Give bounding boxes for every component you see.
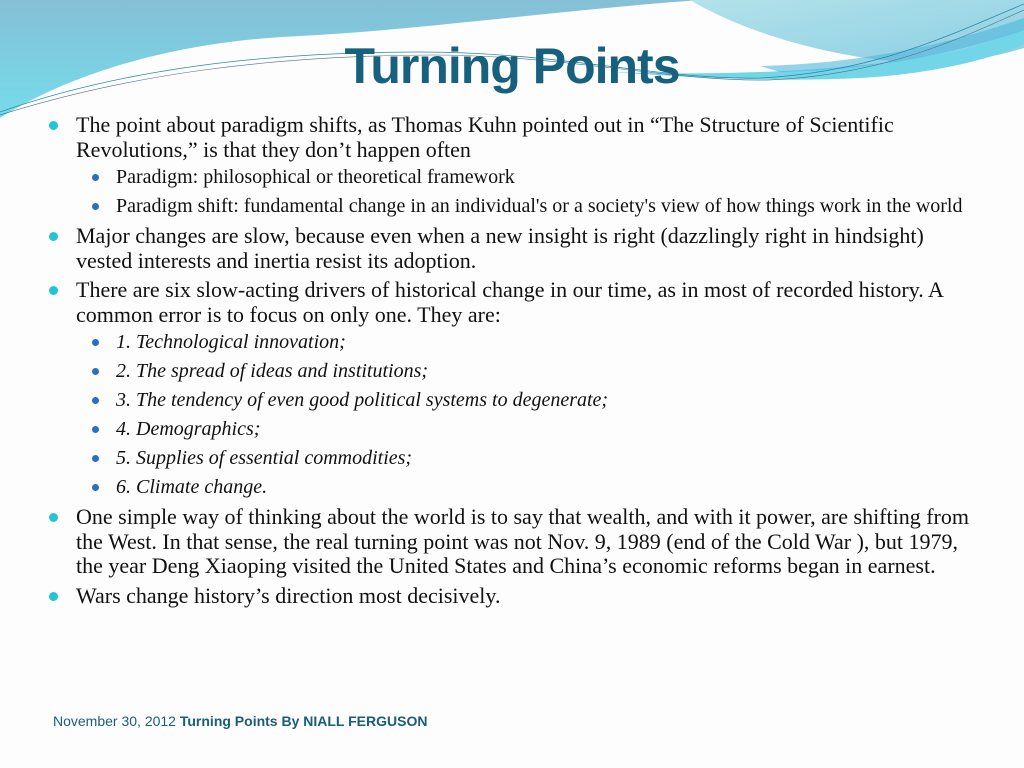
bullet-dot-icon [49, 513, 58, 522]
bullet-list [48, 113, 983, 608]
driver-item [76, 447, 983, 470]
driver-text: 4. Demographics; [116, 418, 261, 440]
slide-title: Turning Points [344, 38, 680, 94]
driver-text: 2. The spread of ideas and institutions; [116, 360, 429, 382]
sub-bullet-item [76, 195, 983, 218]
slide-footer [53, 713, 427, 729]
bullet-text: Major changes are slow, because even when a new insight is right (dazzlingly right in hindsight) vested interests and inertia resist its adoption. [76, 223, 924, 273]
footer-title: Turning Points By NIALL FERGUSON [179, 713, 428, 729]
slide-content [48, 113, 983, 613]
driver-text: 6. Climate change. [116, 476, 268, 498]
driver-item [76, 331, 983, 354]
bullet-text: Wars change history’s direction most decisively. [76, 582, 501, 608]
sub-bullet-list [76, 331, 983, 499]
driver-text: 1. Technological innovation; [116, 331, 346, 353]
driver-item [76, 418, 983, 441]
bullet-dot-icon [49, 286, 58, 295]
sub-bullet-dot-icon [92, 455, 99, 462]
driver-item [76, 360, 983, 383]
bullet-text: There are six slow-acting drivers of historical change in our time, as in most of recorded history. A common error is to focus on only one. They are: [76, 277, 943, 327]
bullet-item [48, 505, 983, 579]
footer-date: November 30, 2012 [53, 713, 176, 729]
sub-bullet-dot-icon [92, 484, 99, 491]
bullet-dot-icon [49, 121, 58, 130]
sub-bullet-dot-icon [92, 203, 99, 210]
sub-bullet-list [76, 166, 983, 218]
sub-bullet-dot-icon [92, 368, 99, 375]
bullet-dot-icon [49, 592, 58, 601]
sub-bullet-item [76, 166, 983, 189]
driver-text: 3. The tendency of even good political systems to degenerate; [116, 389, 609, 411]
sub-bullet-text: Paradigm shift: fundamental change in an individual's or a society's view of how things work in the world [116, 195, 963, 217]
bullet-text: One simple way of thinking about the world is to say that wealth, and with it power, are shifting from the West. In that sense, the real turning point was not Nov. 9, 1989 (end of the Cold War ), but 1979, the year Deng Xiaoping visited the United States and China’s economic reforms began in earnest. [76, 504, 969, 578]
driver-item [76, 389, 983, 412]
sub-bullet-dot-icon [92, 339, 99, 346]
bullet-text: The point about paradigm shifts, as Thomas Kuhn pointed out in “The Structure of Scientific Revolutions,” is that they don’t happen often [76, 112, 894, 162]
sub-bullet-text: Paradigm: philosophical or theoretical framework [116, 166, 515, 188]
sub-bullet-dot-icon [92, 174, 99, 181]
bullet-dot-icon [49, 232, 58, 241]
sub-bullet-dot-icon [92, 397, 99, 404]
bullet-item [48, 113, 983, 218]
bullet-item [48, 278, 983, 499]
driver-text: 5. Supplies of essential commodities; [116, 447, 413, 469]
bullet-item [48, 584, 983, 609]
driver-item [76, 476, 983, 499]
sub-bullet-dot-icon [92, 426, 99, 433]
bullet-item [48, 224, 983, 273]
